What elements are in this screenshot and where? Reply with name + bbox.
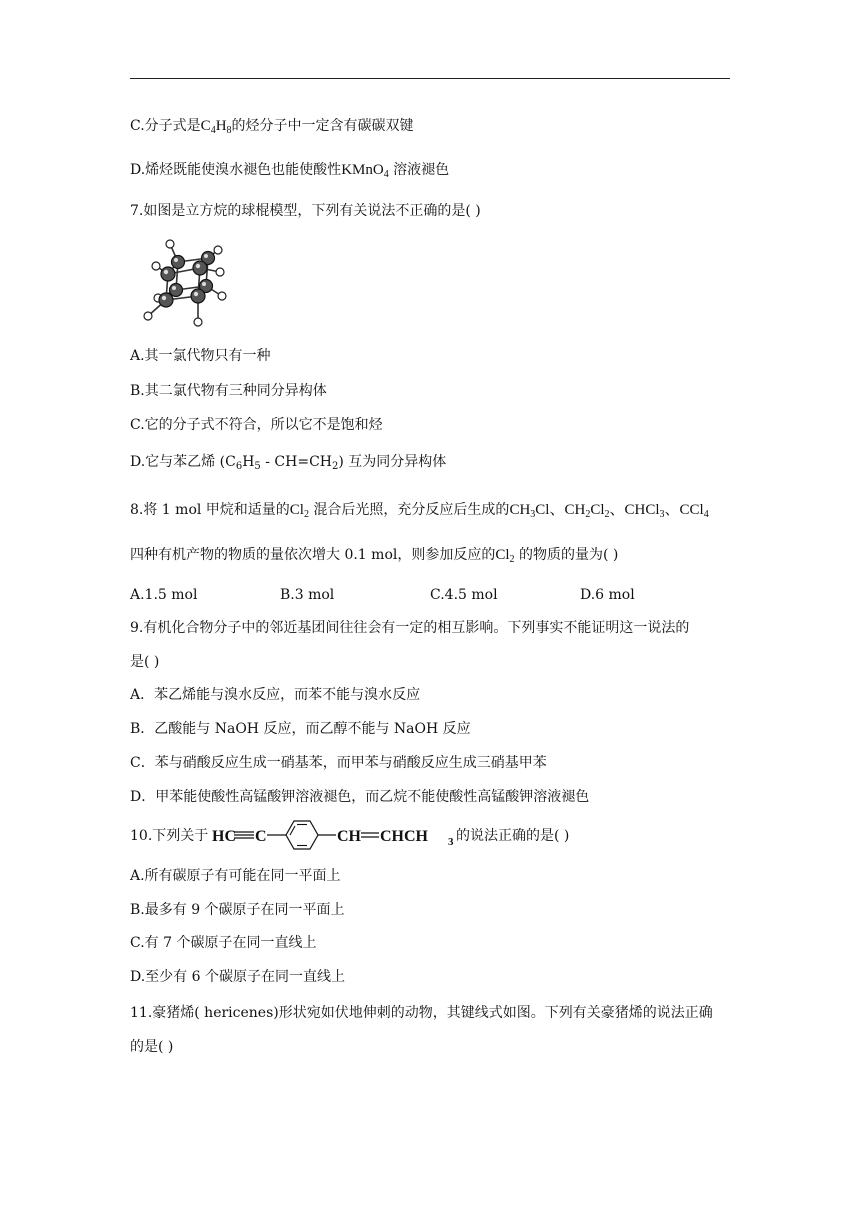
q7-option-b[interactable]: B.其二氯代物有三种同分异构体 [130, 383, 327, 399]
formula-ch-label: CH [337, 828, 361, 845]
q9-option-c[interactable]: C．苯与硝酸反应生成一硝基苯，而甲苯与硝酸反应生成三硝基甲苯 [130, 755, 547, 771]
q10-option-c[interactable]: C.有 7 个碳原子在同一直线上 [130, 935, 317, 951]
q8-stem-line2: 四种有机产物的物质的量依次增大 0.1 mol，则参加反应的$Cl_2$ 的物质的量为( ) [130, 547, 619, 565]
q7-stem: 7.如图是立方烷的球棍模型，下列有关说法不正确的是( ) [130, 203, 481, 219]
q7-option-d[interactable]: D.它与苯乙烯 $(C_6H_5 - CH=CH_2)$ 互为同分异构体 [130, 454, 447, 472]
q8-stem-line1: 8.将 1 mol 甲烷和适量的$Cl_2$ 混合后光照，充分反应后生成的$CH_3Cl$、$CH_2Cl_2$、CHCl$_3$、CCl$_4$ [130, 502, 709, 520]
q10-option-b[interactable]: B.最多有 9 个碳原子在同一平面上 [130, 902, 345, 918]
formula-chch-label: CHCH [380, 828, 428, 845]
q10-option-d[interactable]: D.至少有 6 个碳原子在同一直线上 [130, 969, 345, 985]
q7-option-c[interactable]: C.它的分子式不符合，所以它不是饱和烃 [130, 417, 383, 433]
q8-option-c[interactable]: C.4.5 mol [430, 587, 498, 603]
q9-stem-line2: 是( ) [130, 654, 160, 670]
q6-option-c[interactable]: C.分子式是$C_4H_8$的烃分子中一定含有碳碳双键 [130, 118, 414, 136]
q6-option-d[interactable]: D.烯烃既能使溴水褪色也能使酸性KMnO$_4$ 溶液褪色 [130, 162, 450, 180]
q9-option-b[interactable]: B．乙酸能与 NaOH 反应，而乙醇不能与 NaOH 反应 [130, 721, 471, 737]
q10-stem-suffix: 的说法正确的是( ) [456, 828, 570, 844]
header-rule [130, 78, 730, 79]
formula-sub-3: 3 [448, 836, 454, 848]
cubane-ball-stick-model [136, 236, 232, 332]
q9-option-d[interactable]: D．甲苯能使酸性高锰酸钾溶液褪色，而乙烷不能使酸性高锰酸钾溶液褪色 [130, 789, 590, 805]
q10-structural-formula [210, 812, 460, 856]
formula-c-label: C [255, 828, 267, 845]
q11-stem-line2: 的是( ) [130, 1039, 174, 1055]
q7-option-a[interactable]: A.其一氯代物只有一种 [130, 348, 271, 364]
q8-option-b[interactable]: B.3 mol [280, 587, 335, 603]
q10-option-a[interactable]: A.所有碳原子有可能在同一平面上 [130, 868, 341, 884]
formula-hc-label: HC [212, 828, 236, 845]
q8-option-d[interactable]: D.6 mol [580, 587, 635, 603]
q11-stem-line1: 11.豪猪烯( hericenes)形状宛如伏地伸刺的动物，其键线式如图。下列有关豪猪烯的说法正确 [130, 1005, 713, 1021]
q6-c-text: C.分子式是 [130, 118, 201, 134]
q10-stem-prefix: 10.下列关于 [130, 828, 209, 844]
q9-option-a[interactable]: A．苯乙烯能与溴水反应，而苯不能与溴水反应 [130, 687, 421, 703]
q8-option-a[interactable]: A.1.5 mol [130, 587, 198, 603]
q9-stem-line1: 9.有机化合物分子中的邻近基团间往往会有一定的相互影响。下列事实不能证明这一说法的 [130, 620, 690, 636]
